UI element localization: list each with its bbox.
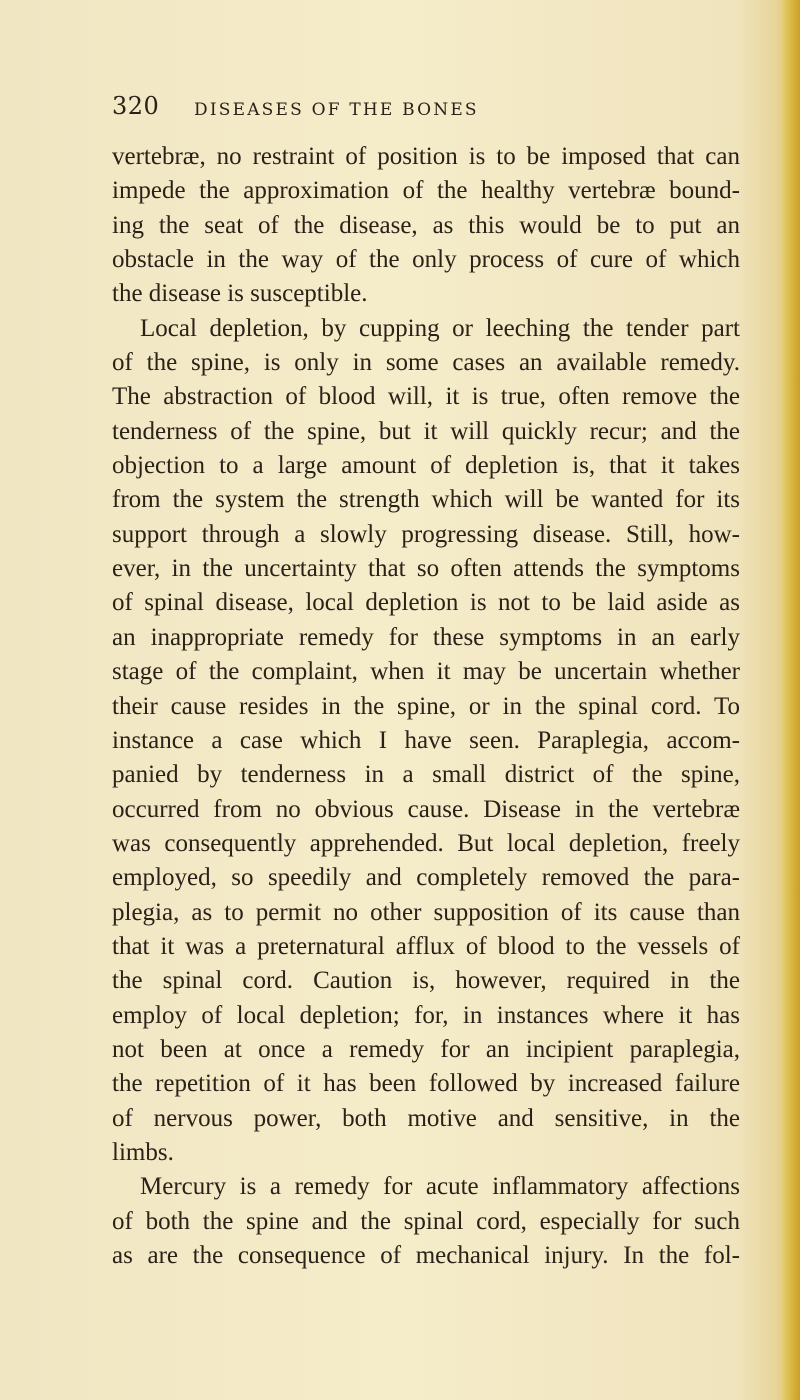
text-line: limbs. [112,1138,174,1166]
text-line: support through a slowly progressing disease. Still, how- [112,520,740,548]
text-line: that it was a preternatural afflux of blood to the vessels of [112,932,740,960]
text-line: the repetition of it has been followed by increased failure [112,1070,740,1098]
page-header [112,92,712,126]
text-line: the disease is susceptible. [112,280,368,308]
text-line: as are the consequence of mechanical injury. In the fol- [112,1242,740,1269]
text-line: of spinal disease, local depletion is not to be laid aside as [112,589,740,617]
text-line: vertebræ, no restraint of position is to be imposed that can [112,143,740,170]
text-line: tenderness of the spine, but it will quickly recur; and the [112,417,740,445]
text-line: plegia, as to permit no other supposition of its cause than [112,898,740,926]
text-line: ing the seat of the disease, as this would be to put an [112,211,740,239]
text-line: Local depletion, by cupping or leeching the tender part [140,314,740,342]
text-line: their cause resides in the spine, or in the spinal cord. To [112,692,740,720]
text-line: the spinal cord. Caution is, however, required in the [112,967,740,995]
text-line: occurred from no obvious cause. Disease in the vertebræ [112,795,740,823]
text-line: of nervous power, both motive and sensitive, in the [112,1104,740,1132]
page-number: 320 [112,92,160,120]
page-edge [782,0,800,1400]
body-text [112,140,740,1273]
text-line: obstacle in the way of the only process of cure of which [112,246,740,274]
text-line: of the spine, is only in some cases an available remedy. [112,349,740,377]
text-line: impede the approximation of the healthy vertebræ bound- [112,177,740,205]
text-line: objection to a large amount of depletion is, that it takes [112,452,740,480]
text-line: panied by tenderness in a small district of the spine, [112,761,740,789]
text-line: The abstraction of blood will, it is true, often remove the [112,383,740,411]
text-line: instance a case which I have seen. Paraplegia, accom- [112,726,740,754]
text-line: employed, so speedily and completely removed the para- [112,864,740,892]
text-line: an inappropriate remedy for these symptoms in an early [112,623,740,651]
text-line: not been at once a remedy for an incipient paraplegia, [112,1035,740,1063]
text-line: of both the spine and the spinal cord, especially for such [112,1207,740,1235]
text-line: ever, in the uncertainty that so often attends the symptoms [112,555,740,583]
text-line: was consequently apprehended. But local depletion, freely [112,829,740,857]
running-head: DISEASES OF THE BONES [194,100,479,120]
text-line: stage of the complaint, when it may be uncertain whether [112,658,740,686]
text-line: from the system the strength which will be wanted for its [112,486,740,514]
text-line: employ of local depletion; for, in instances where it has [112,1001,740,1029]
text-line: Mercury is a remedy for acute inflammatory affections [140,1173,740,1201]
